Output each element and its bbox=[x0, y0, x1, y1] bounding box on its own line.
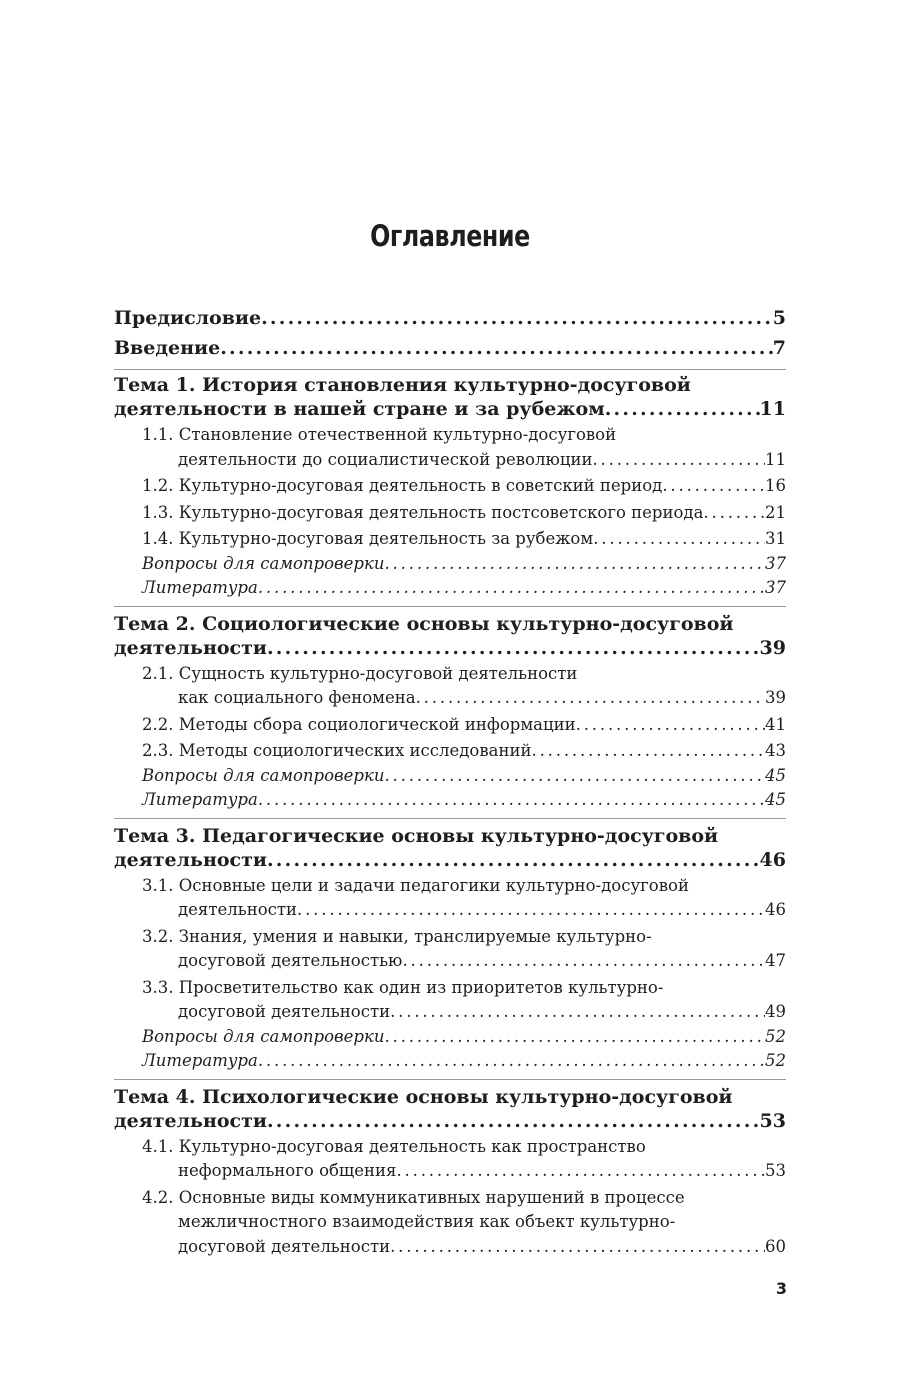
entry-title-line2: межличностного взаимодействия как объект культурно- bbox=[178, 1212, 676, 1231]
dot-leader bbox=[576, 713, 765, 738]
entry-title: Предисловие bbox=[114, 307, 262, 329]
entry-page: 5 bbox=[772, 307, 786, 329]
dot-leader bbox=[297, 898, 765, 923]
entry-page: 7 bbox=[772, 337, 786, 359]
toc-entry-theme-4[interactable] bbox=[114, 1085, 786, 1133]
toc-entry-3-3[interactable] bbox=[114, 976, 786, 1025]
entry-title-line2: деятельности bbox=[178, 900, 297, 919]
entry-page: 60 bbox=[765, 1236, 786, 1256]
entry-page: 37 bbox=[765, 578, 786, 597]
entry-page: 49 bbox=[765, 1002, 786, 1021]
entry-title-line2: досуговой деятельностью bbox=[178, 951, 403, 970]
toc-entry-3-2[interactable] bbox=[114, 925, 786, 974]
dot-leader bbox=[258, 576, 765, 601]
toc-entry-theme-2[interactable] bbox=[114, 612, 786, 660]
entry-title-line1: Тема 3. Педагогические основы культурно-досуговой bbox=[114, 824, 719, 847]
table-of-contents bbox=[114, 306, 786, 1259]
entry-title-line2: неформального общения bbox=[178, 1161, 397, 1180]
toc-entry-theme-3[interactable] bbox=[114, 824, 786, 872]
dot-leader bbox=[416, 686, 765, 711]
entry-title: Литература bbox=[142, 578, 258, 597]
entry-page: 53 bbox=[759, 1109, 786, 1132]
toc-entry-3-1[interactable] bbox=[114, 874, 786, 923]
entry-page: 39 bbox=[759, 636, 786, 659]
entry-page: 45 bbox=[765, 765, 786, 785]
entry-page: 43 bbox=[765, 741, 786, 760]
entry-title-line2: деятельности в нашей стране и за рубежом bbox=[114, 398, 605, 420]
dot-leader bbox=[402, 949, 765, 974]
entry-title-line2: деятельности bbox=[114, 636, 267, 659]
dot-leader bbox=[384, 1025, 765, 1050]
dot-leader bbox=[593, 527, 765, 552]
entry-page: 53 bbox=[765, 1161, 786, 1180]
entry-page: 11 bbox=[765, 449, 786, 469]
entry-title: 1.3. Культурно-досуговая деятельность постсоветского периода bbox=[142, 502, 704, 522]
dot-leader bbox=[531, 739, 765, 764]
entry-page: 46 bbox=[765, 900, 786, 919]
entry-title: Введение bbox=[114, 337, 221, 359]
toc-entry-2-1[interactable] bbox=[114, 662, 786, 711]
entry-title-line2: деятельности bbox=[114, 848, 267, 871]
toc-entry-3-questions[interactable] bbox=[114, 1025, 786, 1050]
toc-entry-2-literature[interactable] bbox=[114, 788, 786, 813]
entry-title: Литература bbox=[142, 790, 258, 809]
entry-page: 39 bbox=[765, 688, 786, 707]
dot-leader bbox=[258, 788, 765, 813]
entry-page: 31 bbox=[765, 529, 786, 548]
entry-title-line1: 3.1. Основные цели и задачи педагогики культурно-досуговой bbox=[142, 875, 689, 895]
entry-title-line1: Тема 2. Социологические основы культурно-досуговой bbox=[114, 612, 734, 635]
dot-leader bbox=[390, 1235, 765, 1260]
entry-title: 2.2. Методы сбора социологической информации bbox=[142, 714, 576, 734]
section-divider bbox=[114, 369, 786, 370]
entry-page: 11 bbox=[759, 398, 786, 420]
dot-leader bbox=[267, 1109, 760, 1133]
entry-page: 52 bbox=[765, 1026, 786, 1046]
entry-page: 16 bbox=[765, 476, 786, 495]
dot-leader bbox=[384, 764, 765, 789]
entry-page: 46 bbox=[759, 848, 786, 871]
toc-entry-1-1[interactable] bbox=[114, 423, 786, 472]
entry-title: 1.4. Культурно-досуговая деятельность за рубежом bbox=[142, 529, 594, 548]
toc-entry-1-4[interactable] bbox=[114, 527, 786, 552]
entry-title-line1: 3.3. Просветительство как один из приоритетов культурно- bbox=[142, 977, 664, 997]
toc-entry-theme-1[interactable] bbox=[114, 373, 786, 421]
entry-page: 45 bbox=[765, 790, 786, 809]
dot-leader bbox=[396, 1159, 765, 1184]
entry-title-line3: досуговой деятельности bbox=[178, 1236, 391, 1256]
dot-leader bbox=[267, 636, 760, 660]
page-title: Оглавление bbox=[370, 219, 530, 253]
entry-page: 52 bbox=[765, 1051, 786, 1070]
entry-title-line1: Тема 1. История становления культурно-досуговой bbox=[114, 374, 691, 396]
entry-title-line1: 4.1. Культурно-досуговая деятельность как пространство bbox=[142, 1136, 646, 1156]
section-divider bbox=[114, 818, 786, 819]
dot-leader bbox=[390, 1000, 765, 1025]
dot-leader bbox=[261, 306, 773, 330]
entry-title: Вопросы для самопроверки bbox=[142, 765, 385, 785]
entry-title-line2: досуговой деятельности bbox=[178, 1002, 391, 1021]
toc-entry-3-literature[interactable] bbox=[114, 1049, 786, 1074]
entry-title-line1: 2.1. Сущность культурно-досуговой деятельности bbox=[142, 663, 578, 683]
toc-entry-1-2[interactable] bbox=[114, 474, 786, 499]
toc-entry-1-3[interactable] bbox=[114, 501, 786, 526]
entry-title-line1: 3.2. Знания, умения и навыки, транслируемые культурно- bbox=[142, 926, 652, 946]
entry-title-line1: 1.1. Становление отечественной культурно-досуговой bbox=[142, 425, 617, 444]
section-divider bbox=[114, 606, 786, 607]
entry-title: Вопросы для самопроверки bbox=[142, 1026, 385, 1046]
section-divider bbox=[114, 1079, 786, 1080]
toc-entry-4-2[interactable] bbox=[114, 1186, 786, 1260]
entry-title-line2: деятельности до социалистической революции bbox=[178, 449, 593, 469]
toc-entry-2-questions[interactable] bbox=[114, 764, 786, 789]
toc-entry-1-questions[interactable] bbox=[114, 552, 786, 577]
entry-page: 37 bbox=[765, 553, 786, 573]
entry-title: Вопросы для самопроверки bbox=[142, 553, 385, 573]
page-number: 3 bbox=[775, 1279, 787, 1298]
entry-title-line2: деятельности bbox=[114, 1109, 267, 1132]
toc-entry-2-2[interactable] bbox=[114, 713, 786, 738]
dot-leader bbox=[267, 848, 760, 872]
entry-title: 2.3. Методы социологических исследований bbox=[142, 741, 532, 760]
entry-page: 47 bbox=[765, 951, 786, 970]
entry-title: 1.2. Культурно-досуговая деятельность в советский период bbox=[142, 476, 663, 495]
dot-leader bbox=[384, 552, 765, 577]
entry-title-line1: 4.2. Основные виды коммуникативных нарушений в процессе bbox=[142, 1187, 685, 1207]
dot-leader bbox=[703, 501, 765, 526]
toc-entry-preface[interactable] bbox=[114, 306, 786, 330]
toc-entry-2-3[interactable] bbox=[114, 739, 786, 764]
entry-page: 41 bbox=[765, 714, 786, 734]
dot-leader bbox=[662, 474, 765, 499]
dot-leader bbox=[592, 448, 765, 473]
dot-leader bbox=[605, 397, 760, 421]
toc-entry-4-1[interactable] bbox=[114, 1135, 786, 1184]
toc-entry-1-literature[interactable] bbox=[114, 576, 786, 601]
toc-entry-intro[interactable] bbox=[114, 336, 786, 360]
entry-page: 21 bbox=[765, 502, 786, 522]
entry-title: Литература bbox=[142, 1051, 258, 1070]
dot-leader bbox=[258, 1049, 765, 1074]
entry-title-line1: Тема 4. Психологические основы культурно-досуговой bbox=[114, 1085, 733, 1108]
entry-title-line2: как социального феномена bbox=[178, 688, 416, 707]
dot-leader bbox=[220, 336, 773, 360]
